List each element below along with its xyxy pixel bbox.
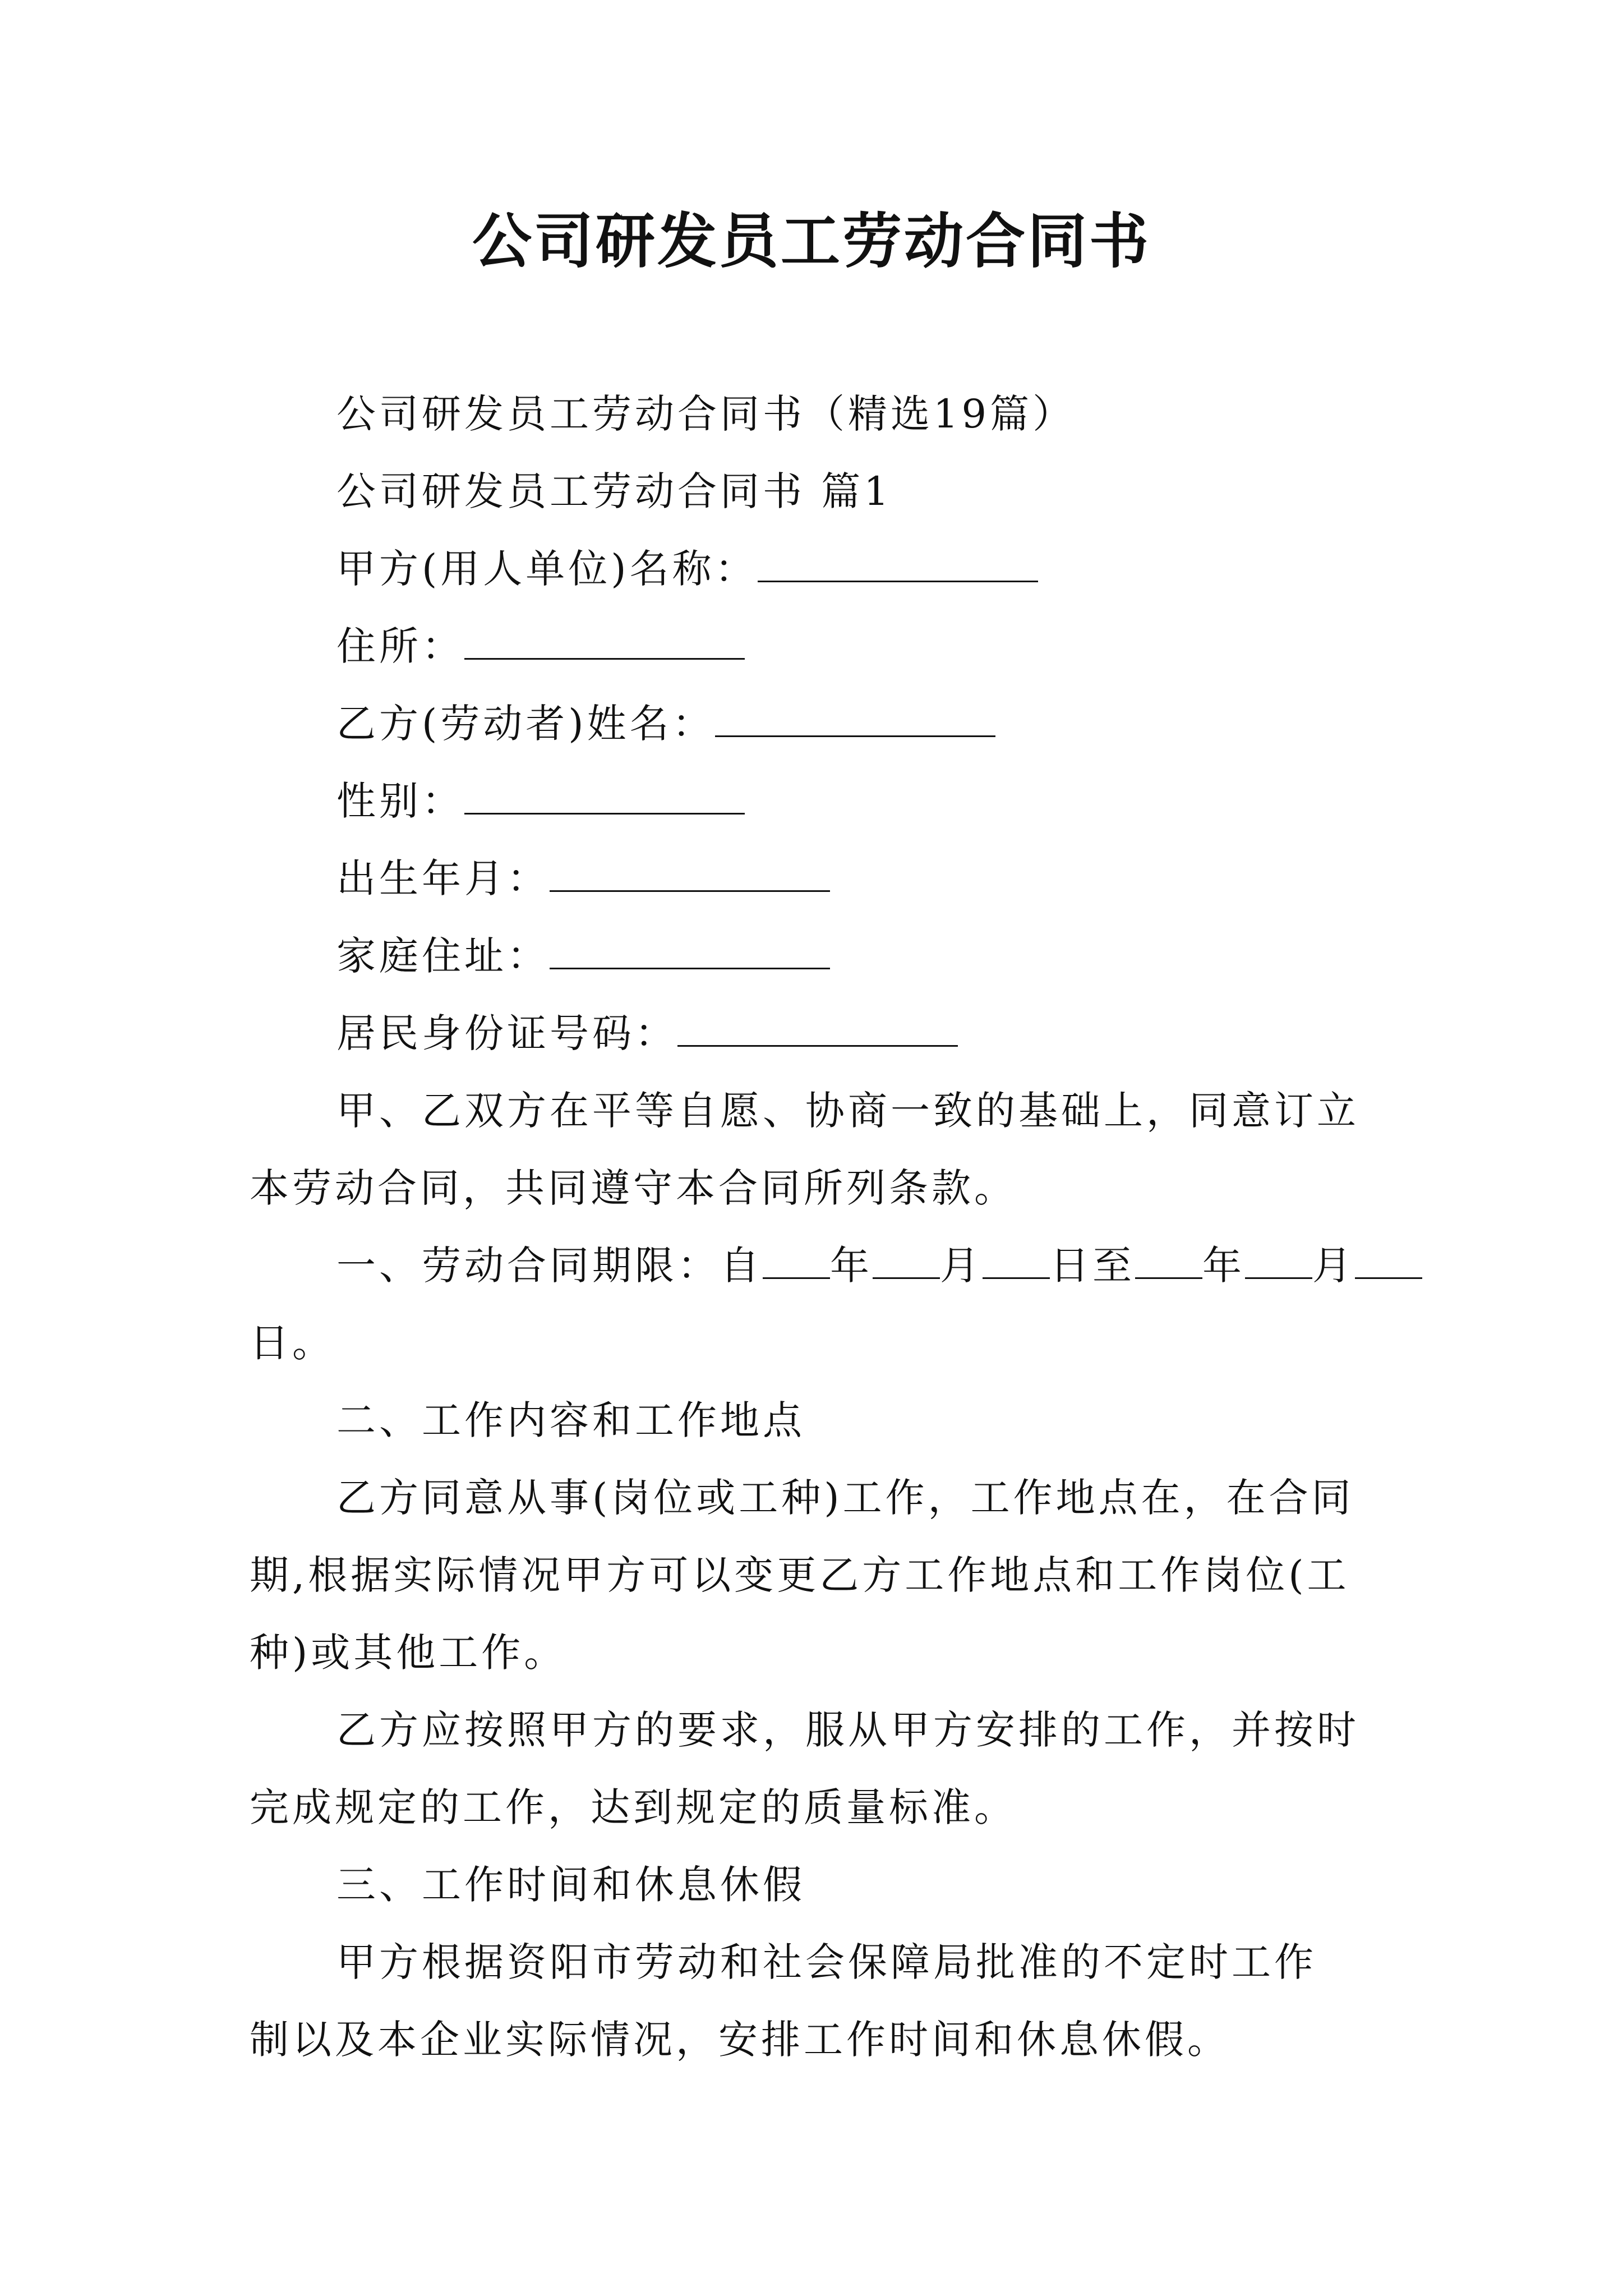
- section-2-p1-line-1: 乙方同意从事(岗位或工种)工作，工作地点在，在合同: [336, 1475, 1354, 1521]
- term-day-blank: [983, 1244, 1050, 1279]
- term-year-blank: [763, 1244, 830, 1279]
- chapter-heading: 公司研发员工劳动合同书 篇1: [336, 468, 892, 514]
- term-line: [336, 1239, 1422, 1292]
- term-month-1: 月: [940, 1243, 983, 1289]
- party-b-blank: [715, 702, 995, 737]
- term-day-blank-2: [1355, 1244, 1422, 1279]
- term-year-blank-2: [1135, 1244, 1202, 1279]
- term-month-blank-2: [1245, 1244, 1312, 1279]
- intro-line-2: 本劳动合同，共同遵守本合同所列条款。: [250, 1165, 1017, 1211]
- intro-line-1: 甲、乙双方在平等自愿、协商一致的基础上，同意订立: [336, 1088, 1359, 1134]
- field-home-address-label: 家庭住址：: [336, 933, 550, 979]
- party-a-blank: [758, 547, 1038, 582]
- section-2-heading: 二、工作内容和工作地点: [336, 1397, 805, 1443]
- field-address-label: 住所：: [336, 623, 464, 669]
- section-2-p1-line-3: 种)或其他工作。: [250, 1630, 567, 1676]
- document-subtitle: 公司研发员工劳动合同书（精选19篇）: [336, 391, 1076, 437]
- home-address-blank: [550, 934, 830, 969]
- section-2-p2-line-1: 乙方应按照甲方的要求，服从甲方安排的工作，并按时: [336, 1707, 1359, 1753]
- term-label: 一、劳动合同期限：自: [336, 1243, 763, 1289]
- term-month-2: 月: [1312, 1243, 1355, 1289]
- section-2-p2-line-2: 完成规定的工作，达到规定的质量标准。: [250, 1784, 1017, 1830]
- field-address: [336, 619, 745, 673]
- term-year-1: 年: [830, 1243, 873, 1289]
- section-3-p1-line-1: 甲方根据资阳市劳动和社会保障局批准的不定时工作: [336, 1939, 1317, 1985]
- field-party-a: [336, 542, 1038, 596]
- term-day-to: 日至: [1050, 1243, 1135, 1289]
- address-blank: [464, 624, 745, 660]
- field-party-b: [336, 697, 995, 751]
- section-2-p1-line-2: 期,根据实际情况甲方可以变更乙方工作地点和工作岗位(工: [250, 1552, 1350, 1598]
- term-month-blank: [873, 1244, 940, 1279]
- section-3-p1-line-2: 制以及本企业实际情况，安排工作时间和休息休假。: [250, 2017, 1230, 2063]
- document-title: 公司研发员工劳动合同书: [472, 206, 1151, 276]
- field-home-address: [336, 929, 830, 983]
- term-end: 日。: [250, 1320, 335, 1366]
- field-party-b-label: 乙方(劳动者)姓名：: [336, 701, 715, 747]
- birth-blank: [550, 857, 830, 892]
- id-number-blank: [677, 1011, 958, 1047]
- field-gender: [336, 774, 745, 828]
- gender-blank: [464, 779, 745, 815]
- term-year-2: 年: [1202, 1243, 1245, 1289]
- field-id-number-label: 居民身份证号码：: [336, 1010, 677, 1056]
- field-birth-label: 出生年月：: [336, 855, 550, 901]
- field-party-a-label: 甲方(用人单位)名称：: [336, 546, 758, 592]
- field-gender-label: 性别：: [336, 778, 464, 824]
- field-id-number: [336, 1006, 958, 1060]
- field-birth: [336, 852, 830, 905]
- section-3-heading: 三、工作时间和休息休假: [336, 1862, 805, 1908]
